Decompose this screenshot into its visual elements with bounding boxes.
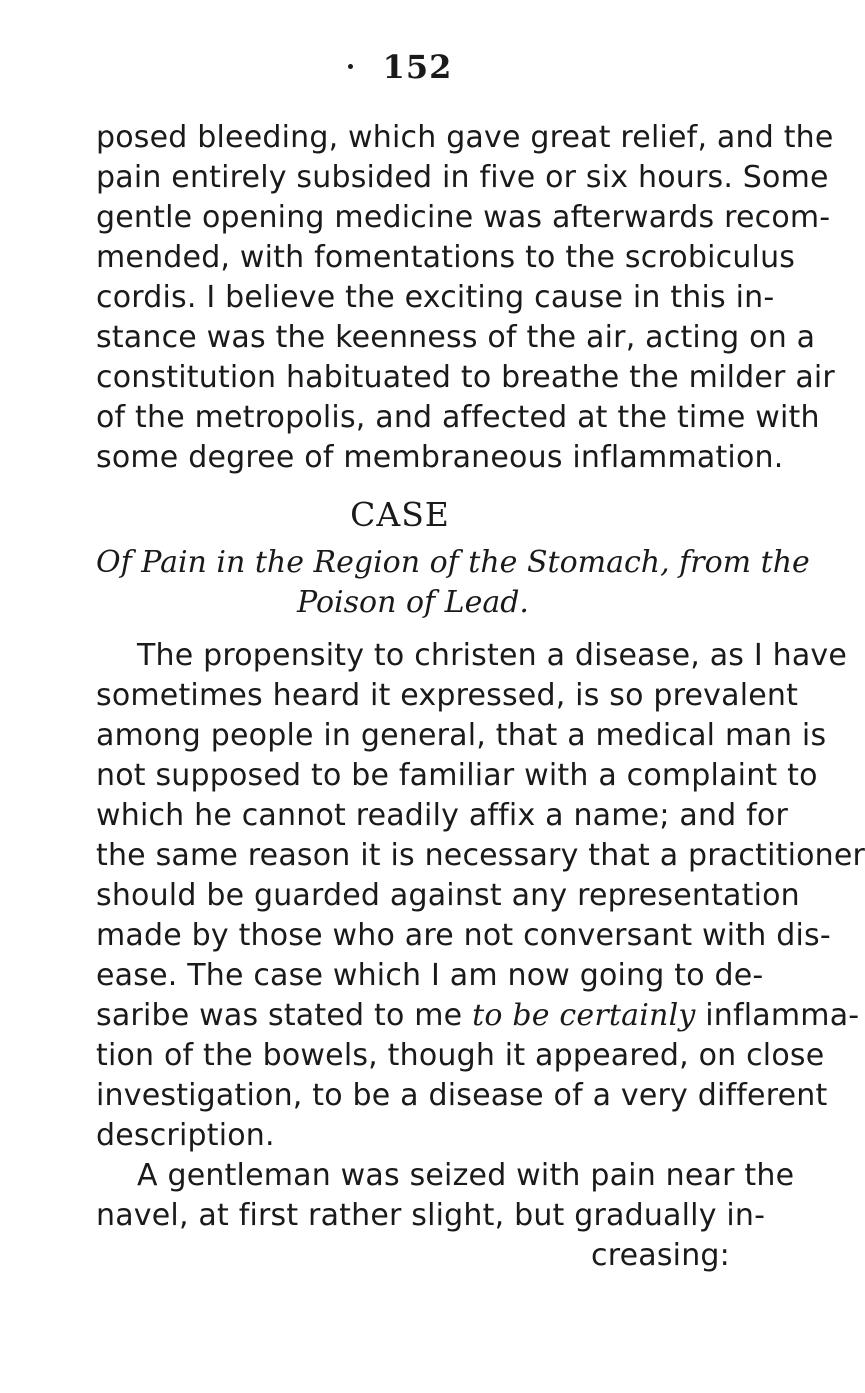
text-line: made by those who are not conversant with dis- bbox=[96, 918, 831, 953]
case-heading: CASE bbox=[350, 495, 450, 534]
text-line: which he cannot readily affix a name; and for bbox=[96, 798, 789, 833]
text-line: of the metropolis, and affected at the time with bbox=[96, 400, 820, 435]
text-line: A gentleman was seized with pain near the bbox=[137, 1158, 795, 1193]
text-line: tion of the bowels, though it appeared, on close bbox=[96, 1038, 825, 1073]
case-subheading: Poison of Lead. bbox=[297, 585, 529, 620]
text-line: among people in general, that a medical man is bbox=[96, 718, 827, 753]
text-line: cordis. I believe the exciting cause in this in- bbox=[96, 280, 775, 315]
text-line: description. bbox=[96, 1118, 275, 1153]
text-line: saribe was stated to me to be certainly inflamma- bbox=[96, 998, 860, 1033]
stray-dot bbox=[348, 64, 353, 69]
page-number: 152 bbox=[0, 48, 800, 86]
text-line: pain entirely subsided in five or six hours. Some bbox=[96, 160, 829, 195]
text-line: The propensity to christen a disease, as I have bbox=[137, 638, 848, 673]
text-line: gentle opening medicine was afterwards recom- bbox=[96, 200, 831, 235]
text-line: investigation, to be a disease of a very different bbox=[96, 1078, 828, 1113]
text-line: ease. The case which I am now going to de- bbox=[96, 958, 764, 993]
text-line: sometimes heard it expressed, is so prevalent bbox=[96, 678, 799, 713]
text-line: stance was the keenness of the air, acting on a bbox=[96, 320, 816, 355]
emphasis-text: to be certainly bbox=[472, 998, 696, 1033]
text-line: navel, at first rather slight, but gradually in- bbox=[96, 1198, 766, 1233]
text-line: should be guarded against any representation bbox=[96, 878, 800, 913]
text-line: some degree of membraneous inflammation. bbox=[96, 440, 784, 475]
catchword: creasing: bbox=[591, 1238, 730, 1273]
text-line: the same reason it is necessary that a practitioner bbox=[96, 838, 865, 873]
text-line: posed bleeding, which gave great relief, and the bbox=[96, 120, 834, 155]
case-subheading: Of Pain in the Region of the Stomach, from the bbox=[96, 545, 810, 580]
text-line: mended, with fomentations to the scrobiculus bbox=[96, 240, 796, 275]
text-line: not supposed to be familiar with a complaint to bbox=[96, 758, 818, 793]
text-line: constitution habituated to breathe the milder air bbox=[96, 360, 835, 395]
